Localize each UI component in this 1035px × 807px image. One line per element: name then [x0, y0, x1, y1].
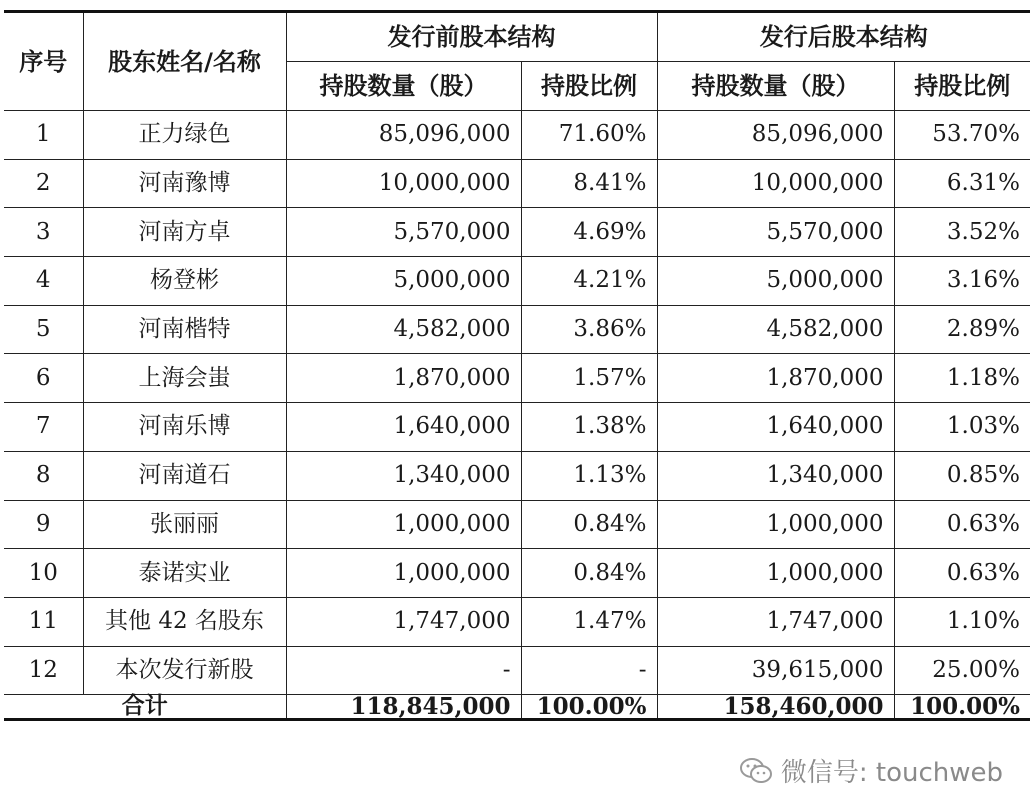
cell-name: 泰诺实业: [83, 549, 286, 598]
total-post-shares: 158,460,000: [657, 695, 894, 720]
cell-name: 张丽丽: [83, 500, 286, 549]
table-row: [4, 305, 1030, 354]
total-pre-shares: 118,845,000: [286, 695, 521, 720]
cell-seq: 10: [4, 549, 83, 598]
cell-pre-shares: 10,000,000: [286, 159, 521, 208]
cell-post-ratio: 6.31%: [894, 159, 1030, 208]
header-row-group: [4, 12, 1030, 62]
watermark-text: 微信号: touchweb: [780, 758, 1003, 788]
cell-post-shares: 1,340,000: [657, 451, 894, 500]
cell-name: 上海会蚩: [83, 354, 286, 403]
cell-seq: 1: [4, 111, 83, 160]
cell-name: 本次发行新股: [83, 646, 286, 695]
cell-pre-ratio: 1.13%: [521, 451, 657, 500]
cell-name: 其他 42 名股东: [83, 597, 286, 646]
header-post-ratio: 持股比例: [894, 62, 1030, 111]
cell-seq: 5: [4, 305, 83, 354]
cell-post-ratio: 53.70%: [894, 111, 1030, 160]
cell-post-ratio: 25.00%: [894, 646, 1030, 695]
cell-pre-ratio: 1.38%: [521, 403, 657, 452]
cell-post-ratio: 0.85%: [894, 451, 1030, 500]
cell-name: 杨登彬: [83, 257, 286, 306]
cell-post-ratio: 3.52%: [894, 208, 1030, 257]
cell-pre-shares: 1,747,000: [286, 597, 521, 646]
watermark: [739, 752, 1003, 789]
total-post-ratio: 100.00%: [894, 695, 1030, 720]
cell-post-shares: 1,000,000: [657, 549, 894, 598]
table-row: [4, 257, 1030, 306]
cell-name: 河南豫博: [83, 159, 286, 208]
cell-seq: 2: [4, 159, 83, 208]
cell-post-shares: 5,000,000: [657, 257, 894, 306]
cell-seq: 6: [4, 354, 83, 403]
cell-post-shares: 5,570,000: [657, 208, 894, 257]
cell-pre-shares: -: [286, 646, 521, 695]
cell-name: 正力绿色: [83, 111, 286, 160]
cell-seq: 12: [4, 646, 83, 695]
cell-seq: 11: [4, 597, 83, 646]
wechat-icon: [739, 757, 773, 785]
table-row: [4, 451, 1030, 500]
cell-seq: 7: [4, 403, 83, 452]
cell-pre-shares: 1,000,000: [286, 549, 521, 598]
cell-post-ratio: 1.03%: [894, 403, 1030, 452]
cell-name: 河南方卓: [83, 208, 286, 257]
cell-pre-shares: 1,340,000: [286, 451, 521, 500]
cell-pre-shares: 4,582,000: [286, 305, 521, 354]
table-row: [4, 111, 1030, 160]
cell-post-shares: 39,615,000: [657, 646, 894, 695]
cell-pre-ratio: 3.86%: [521, 305, 657, 354]
header-seq: 序号: [4, 12, 83, 111]
cell-post-ratio: 1.10%: [894, 597, 1030, 646]
total-pre-ratio: 100.00%: [521, 695, 657, 720]
cell-name: 河南楷特: [83, 305, 286, 354]
cell-pre-shares: 1,640,000: [286, 403, 521, 452]
cell-pre-ratio: 4.69%: [521, 208, 657, 257]
table-row: [4, 354, 1030, 403]
cell-pre-shares: 85,096,000: [286, 111, 521, 160]
cell-post-ratio: 0.63%: [894, 549, 1030, 598]
table-body: [4, 111, 1030, 695]
header-post-group: 发行后股本结构: [657, 12, 1030, 62]
cell-pre-shares: 5,570,000: [286, 208, 521, 257]
cell-seq: 9: [4, 500, 83, 549]
cell-pre-ratio: 4.21%: [521, 257, 657, 306]
cell-pre-ratio: 0.84%: [521, 500, 657, 549]
cell-seq: 3: [4, 208, 83, 257]
cell-name: 河南道石: [83, 451, 286, 500]
cell-post-ratio: 1.18%: [894, 354, 1030, 403]
cell-seq: 8: [4, 451, 83, 500]
cell-pre-shares: 1,000,000: [286, 500, 521, 549]
cell-pre-ratio: -: [521, 646, 657, 695]
cell-pre-ratio: 0.84%: [521, 549, 657, 598]
cell-post-shares: 1,747,000: [657, 597, 894, 646]
cell-post-shares: 4,582,000: [657, 305, 894, 354]
shareholding-table: [4, 10, 1030, 721]
cell-pre-ratio: 1.47%: [521, 597, 657, 646]
cell-post-ratio: 3.16%: [894, 257, 1030, 306]
total-row: [4, 695, 1030, 720]
header-name: 股东姓名/名称: [83, 12, 286, 111]
total-label: 合计: [4, 695, 286, 720]
cell-post-shares: 85,096,000: [657, 111, 894, 160]
header-pre-shares: 持股数量（股）: [286, 62, 521, 111]
cell-pre-ratio: 71.60%: [521, 111, 657, 160]
cell-pre-shares: 1,870,000: [286, 354, 521, 403]
table-row: [4, 646, 1030, 695]
cell-post-ratio: 2.89%: [894, 305, 1030, 354]
table-row: [4, 500, 1030, 549]
cell-name: 河南乐博: [83, 403, 286, 452]
cell-post-shares: 1,640,000: [657, 403, 894, 452]
header-pre-ratio: 持股比例: [521, 62, 657, 111]
table-row: [4, 597, 1030, 646]
cell-post-ratio: 0.63%: [894, 500, 1030, 549]
cell-post-shares: 10,000,000: [657, 159, 894, 208]
cell-pre-ratio: 8.41%: [521, 159, 657, 208]
table-row: [4, 403, 1030, 452]
cell-post-shares: 1,870,000: [657, 354, 894, 403]
cell-seq: 4: [4, 257, 83, 306]
header-post-shares: 持股数量（股）: [657, 62, 894, 111]
cell-pre-ratio: 1.57%: [521, 354, 657, 403]
table-row: [4, 208, 1030, 257]
header-pre-group: 发行前股本结构: [286, 12, 657, 62]
table-row: [4, 159, 1030, 208]
table-row: [4, 549, 1030, 598]
cell-pre-shares: 5,000,000: [286, 257, 521, 306]
cell-post-shares: 1,000,000: [657, 500, 894, 549]
